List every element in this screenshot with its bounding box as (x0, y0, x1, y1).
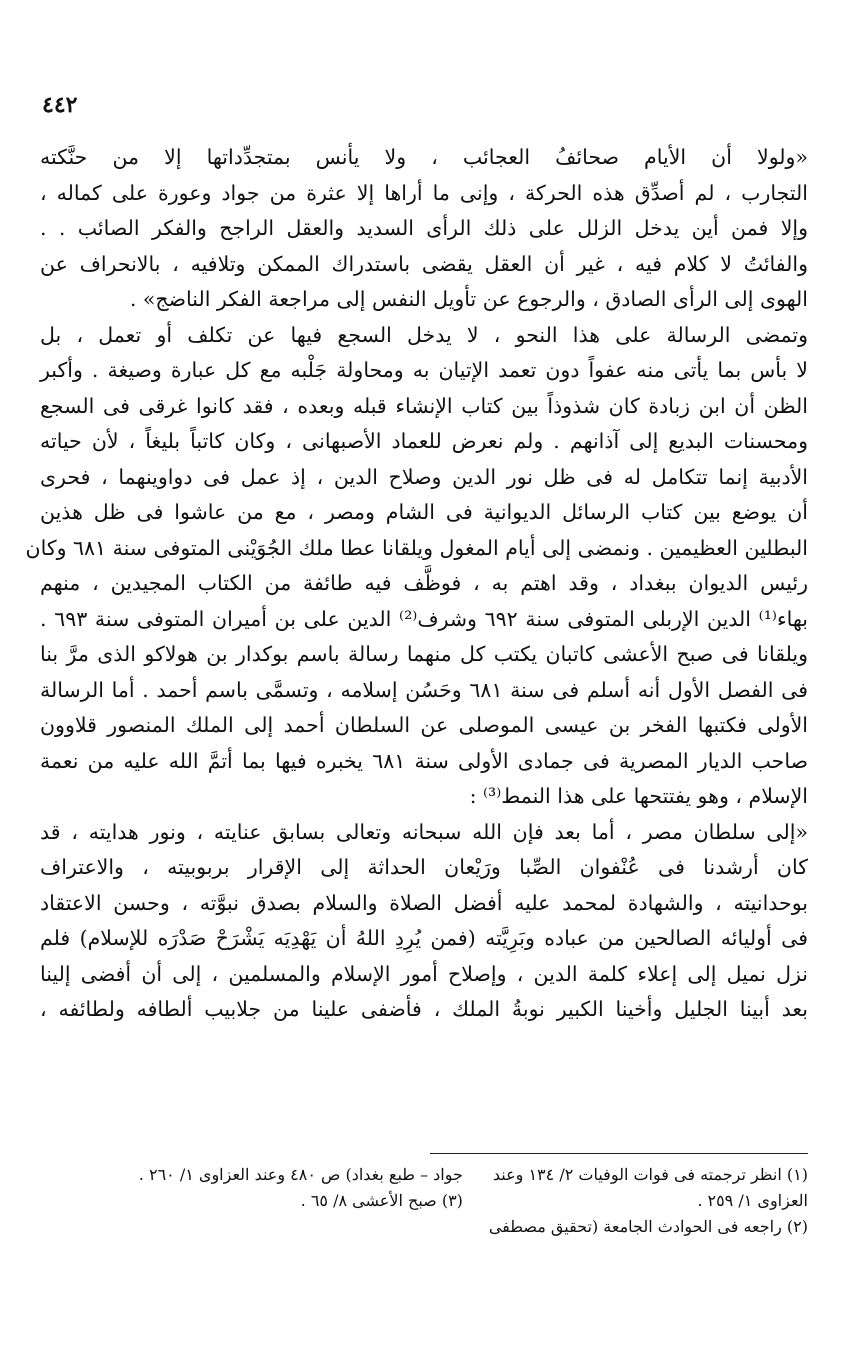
text-line: التجارب ، لم أصدِّق هذه الحركة ، وإنى ما أراها إلا عثرة من جواد وعورة على كماله ، (40, 180, 808, 205)
footnote-2-start: (٢) راجعه فى الحوادث الجامعة (تحقيق مصطفى (488, 1217, 808, 1236)
footnote-divider (430, 1153, 808, 1154)
text-line: «إلى سلطان مصر ، أما بعد فإن الله سبحانه وتعالى بسابق عنايته ، ونور هدايته ، قد (40, 819, 808, 844)
paragraph-narrative (25, 318, 808, 815)
text-line: كان أرشدنا فى عُنْفوان الصِّبا ورَيْعان الحداثة إلى الإقرار بربوبيته ، والاعتراف (40, 855, 808, 879)
text-line: رئيس الديوان ببغداد ، وقد اهتم به ، فوظَّف فيه طائفة من الكتاب المجيدين ، منهم (40, 571, 808, 595)
text-line: «ولولا أن الأيام صحائفُ العجائب ، ولا يأنس بمتجدِّداتها إلا من حنَّكته (40, 145, 808, 169)
text-line: الظن أن ابن زبادة كان شذوذاً بين كتاب الإنشاء قبله وبعده ، فقد كانوا غرقى فى السجع (40, 393, 808, 418)
footnotes (40, 1162, 808, 1240)
text-line: الأدبية إنما تتكامل له فى ظل نور الدين وصلاح الدين ، إذ عمل فى دواوينهما ، فحرى (40, 464, 808, 489)
main-text (25, 140, 808, 1028)
text-line: فى الفصل الأول أنه أسلم فى سنة ٦٨١ وحَسُن إسلامه ، وتسمَّى باسم أحمد . أما الرسالة (40, 677, 808, 702)
text-line: أن يوضع بين كتاب الرسائل الديوانية فى الشام ومصر ، مع من عاشوا فى ظل هذين (40, 500, 808, 524)
text-line: ومحسنات البديع إلى آذانهم . ولم نعرض للعماد الأصبهانى ، وكان كاتباً بليغاً ، لأن حياته (40, 429, 808, 453)
paragraph-quote-2 (40, 815, 808, 1028)
footnote-row (40, 1188, 808, 1214)
text-line: صاحب الديار المصرية فى جمادى الأولى سنة ٦٨١ يخبره فيها بما أتمَّ الله عليه من نعمة (40, 748, 808, 773)
text-line: الأولى فكتبها الفخر بن عيسى الموصلى عن السلطان أحمد إلى الملك المنصور قلاوون (40, 713, 808, 737)
text-line: فى أوليائه الصالحين من عباده وبَرِيَّته (فمن يُرِدِ اللهُ أن يَهْدِيَه يَشْرَحْ صَدْرَه للإسلام) فلم (40, 926, 808, 950)
text-line: ويلقانا فى صبح الأعشى كاتبان يكتب كل منهما رسالة باسم بوكدار بن هولاكو الذى مرَّ بنا (40, 642, 808, 666)
paragraph-quote-1 (40, 140, 808, 318)
footnote-1-start: (١) انظر ترجمته فى فوات الوفيات ٢/ ١٣٤ وعند (492, 1165, 808, 1184)
text-line: بوحدانيته ، والشهادة لمحمد عليه أفضل الصلاة والسلام بصدق نبوَّته ، وحسن الاعتقاد (40, 890, 808, 915)
text-line: الهوى إلى الرأى الصادق ، والرجوع عن تأويل النفس إلى مراجعة الفكر الناضج» . (129, 287, 808, 311)
text-line: الإسلام ، وهو يفتتحها على هذا النمط⁽³⁾ : (469, 784, 808, 808)
text-line: وإلا فمن أين يدخل الزلل على ذلك الرأى السديد والعقل الراجح والفكر الصائب . . (40, 216, 808, 240)
footnote-row (40, 1214, 808, 1240)
text-line: بهاء⁽¹⁾ الدين الإربلى المتوفى سنة ٦٩٢ وشرف⁽²⁾ الدين على بن أميران المتوفى سنة ٦٩٣ . (40, 606, 808, 631)
text-line: لا بأس بما يأتى منه عفواً دون تعمد الإتيان به ومحاولة جَلْبه مع كل عبارة وصيغة . وأكبر (40, 358, 808, 382)
footnote-2-continued: جواد – طبع بغداد) ص ٤٨٠ وعند العزاوى ١/ ٢٦٠ . (138, 1165, 463, 1184)
footnote-row (40, 1162, 808, 1188)
footnote-1-end: العزاوى ١/ ٢٥٩ . (697, 1191, 808, 1210)
text-line: نزل نميل إلى إعلاء كلمة الدين ، وإصلاح أمور الإسلام والمسلمين ، إلى أن أفضى إلينا (40, 961, 808, 986)
page-number: ٤٤٢ (42, 92, 78, 118)
text-line: البطلين العظيمين . ونمضى إلى أيام المغول ويلقانا عطا ملك الجُوَيْنى المتوفى سنة ٦٨١ وكان (25, 535, 808, 560)
text-line: بعد أبينا الجليل وأخينا الكبير نوبةُ الملك ، فأضفى علينا من جلابيب ألطافه ولطائفه ، (40, 997, 808, 1021)
text-line: والفائتُ لا كلام فيه ، غير أن العقل يقضى باستدراك الممكن وتلافيه ، بالانحراف عن (40, 251, 808, 276)
footnote-3: (٣) صبح الأعشى ٨/ ٦٥ . (300, 1191, 463, 1210)
text-line: وتمضى الرسالة على هذا النحو ، لا يدخل السجع فيها عن تكلف أو تعمل ، بل (40, 322, 808, 347)
